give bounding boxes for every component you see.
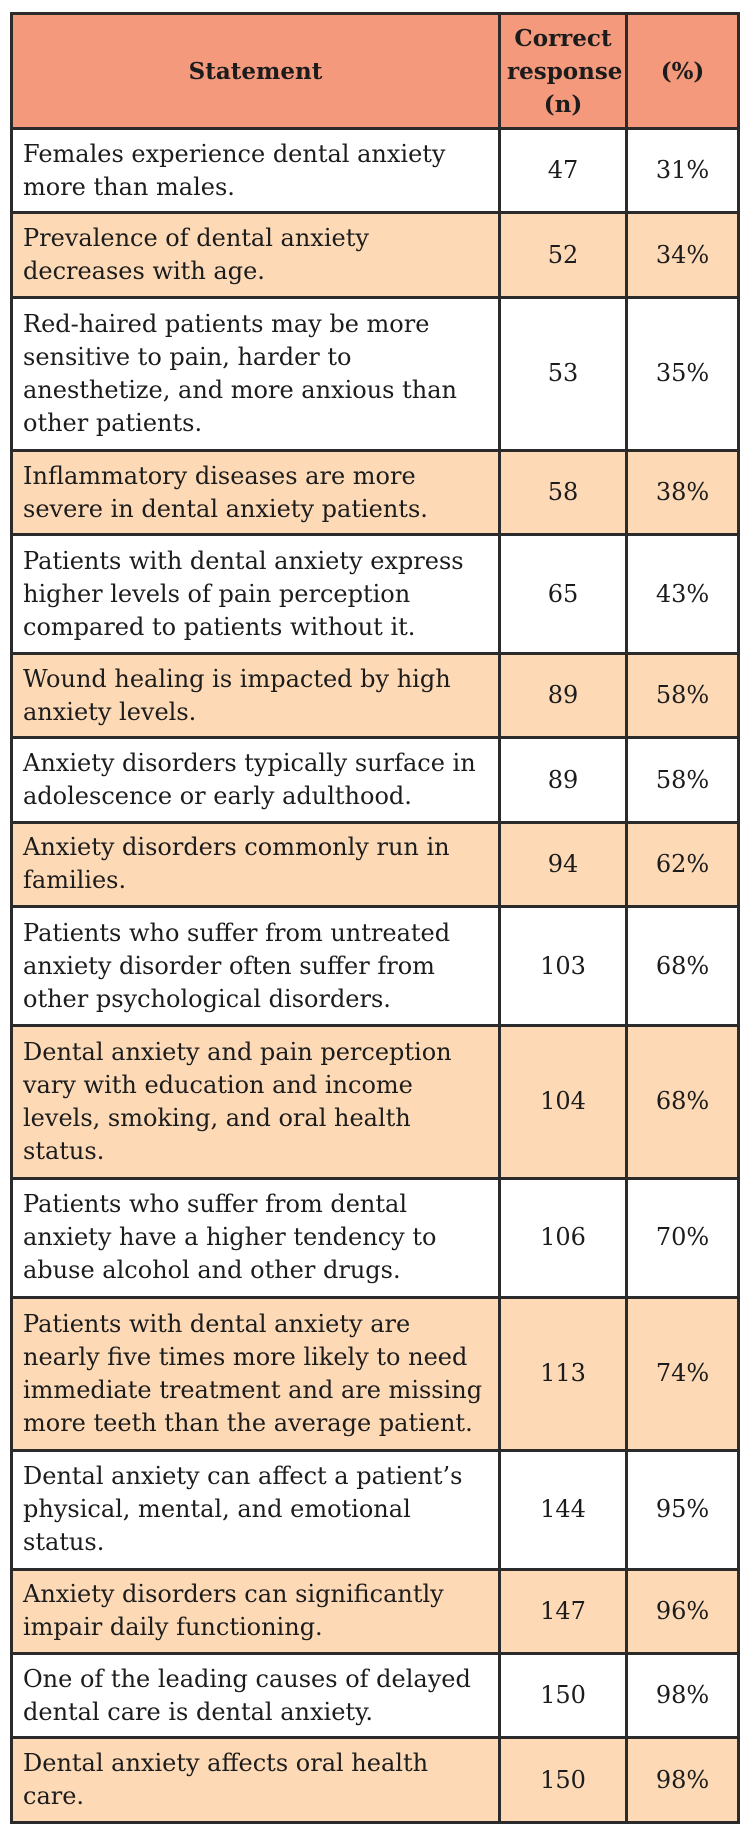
percent-cell: 98% (627, 1738, 739, 1823)
correct-response-cell: 52 (500, 213, 627, 297)
percent-cell: 96% (627, 1569, 739, 1653)
correct-response-cell: 47 (500, 129, 627, 213)
percent-cell: 95% (627, 1450, 739, 1569)
correct-response-cell: 89 (500, 654, 627, 738)
statement-cell: Anxiety disorders can significantly impair daily functioning. (12, 1569, 500, 1653)
correct-response-cell: 89 (500, 738, 627, 822)
table-row (12, 738, 739, 822)
statement-cell: Patients who suffer from dental anxiety have a higher tendency to abuse alcohol and other drugs. (12, 1179, 500, 1298)
statement-cell: Patients with dental anxiety express higher levels of pain perception compared to patients without it. (12, 535, 500, 654)
table-row (12, 1297, 739, 1450)
correct-response-cell: 150 (500, 1738, 627, 1823)
table-row (12, 1569, 739, 1653)
statement-cell: Anxiety disorders commonly run in families. (12, 822, 500, 906)
statement-cell: Inflammatory diseases are more severe in dental anxiety patients. (12, 450, 500, 534)
table-row (12, 129, 739, 213)
correct-response-cell: 58 (500, 450, 627, 534)
table-row (12, 1738, 739, 1823)
correct-response-cell: 144 (500, 1450, 627, 1569)
statement-cell: Females experience dental anxiety more than males. (12, 129, 500, 213)
percent-cell: 38% (627, 450, 739, 534)
percent-cell: 68% (627, 1025, 739, 1178)
percent-cell: 35% (627, 297, 739, 450)
header-percent: (%) (627, 14, 739, 129)
statement-cell: Wound healing is impacted by high anxiety levels. (12, 654, 500, 738)
percent-cell: 58% (627, 654, 739, 738)
percent-cell: 70% (627, 1179, 739, 1298)
table-row (12, 450, 739, 534)
correct-response-cell: 147 (500, 1569, 627, 1653)
statement-cell: Red-haired patients may be more sensitive to pain, harder to anesthetize, and more anxious than other patients. (12, 297, 500, 450)
table-row (12, 822, 739, 906)
percent-cell: 58% (627, 738, 739, 822)
statement-cell: Patients who suffer from untreated anxiety disorder often suffer from other psychological disorders. (12, 907, 500, 1026)
statement-cell: Prevalence of dental anxiety decreases with age. (12, 213, 500, 297)
statement-cell: Patients with dental anxiety are nearly five times more likely to need immediate treatment and are missing more teeth than the average patient. (12, 1297, 500, 1450)
correct-response-cell: 94 (500, 822, 627, 906)
header-correct-response: Correct response (n) (500, 14, 627, 129)
table-row (12, 907, 739, 1026)
results-table-container (10, 12, 737, 1824)
percent-cell: 43% (627, 535, 739, 654)
correct-response-cell: 65 (500, 535, 627, 654)
correct-response-cell: 103 (500, 907, 627, 1026)
table-row (12, 535, 739, 654)
correct-response-cell: 104 (500, 1025, 627, 1178)
correct-response-cell: 53 (500, 297, 627, 450)
results-table (10, 12, 740, 1824)
table-row (12, 213, 739, 297)
table-row (12, 654, 739, 738)
table-body (12, 129, 739, 1823)
percent-cell: 68% (627, 907, 739, 1026)
percent-cell: 31% (627, 129, 739, 213)
percent-cell: 62% (627, 822, 739, 906)
statement-cell: One of the leading causes of delayed dental care is dental anxiety. (12, 1654, 500, 1738)
correct-response-cell: 106 (500, 1179, 627, 1298)
statement-cell: Anxiety disorders typically surface in adolescence or early adulthood. (12, 738, 500, 822)
table-header-row (12, 14, 739, 129)
percent-cell: 74% (627, 1297, 739, 1450)
header-statement: Statement (12, 14, 500, 129)
table-row (12, 297, 739, 450)
statement-cell: Dental anxiety affects oral health care. (12, 1738, 500, 1823)
percent-cell: 98% (627, 1654, 739, 1738)
percent-cell: 34% (627, 213, 739, 297)
statement-cell: Dental anxiety and pain perception vary with education and income levels, smoking, and oral health status. (12, 1025, 500, 1178)
correct-response-cell: 150 (500, 1654, 627, 1738)
table-row (12, 1654, 739, 1738)
table-row (12, 1025, 739, 1178)
correct-response-cell: 113 (500, 1297, 627, 1450)
table-row (12, 1179, 739, 1298)
table-row (12, 1450, 739, 1569)
statement-cell: Dental anxiety can affect a patient’s physical, mental, and emotional status. (12, 1450, 500, 1569)
